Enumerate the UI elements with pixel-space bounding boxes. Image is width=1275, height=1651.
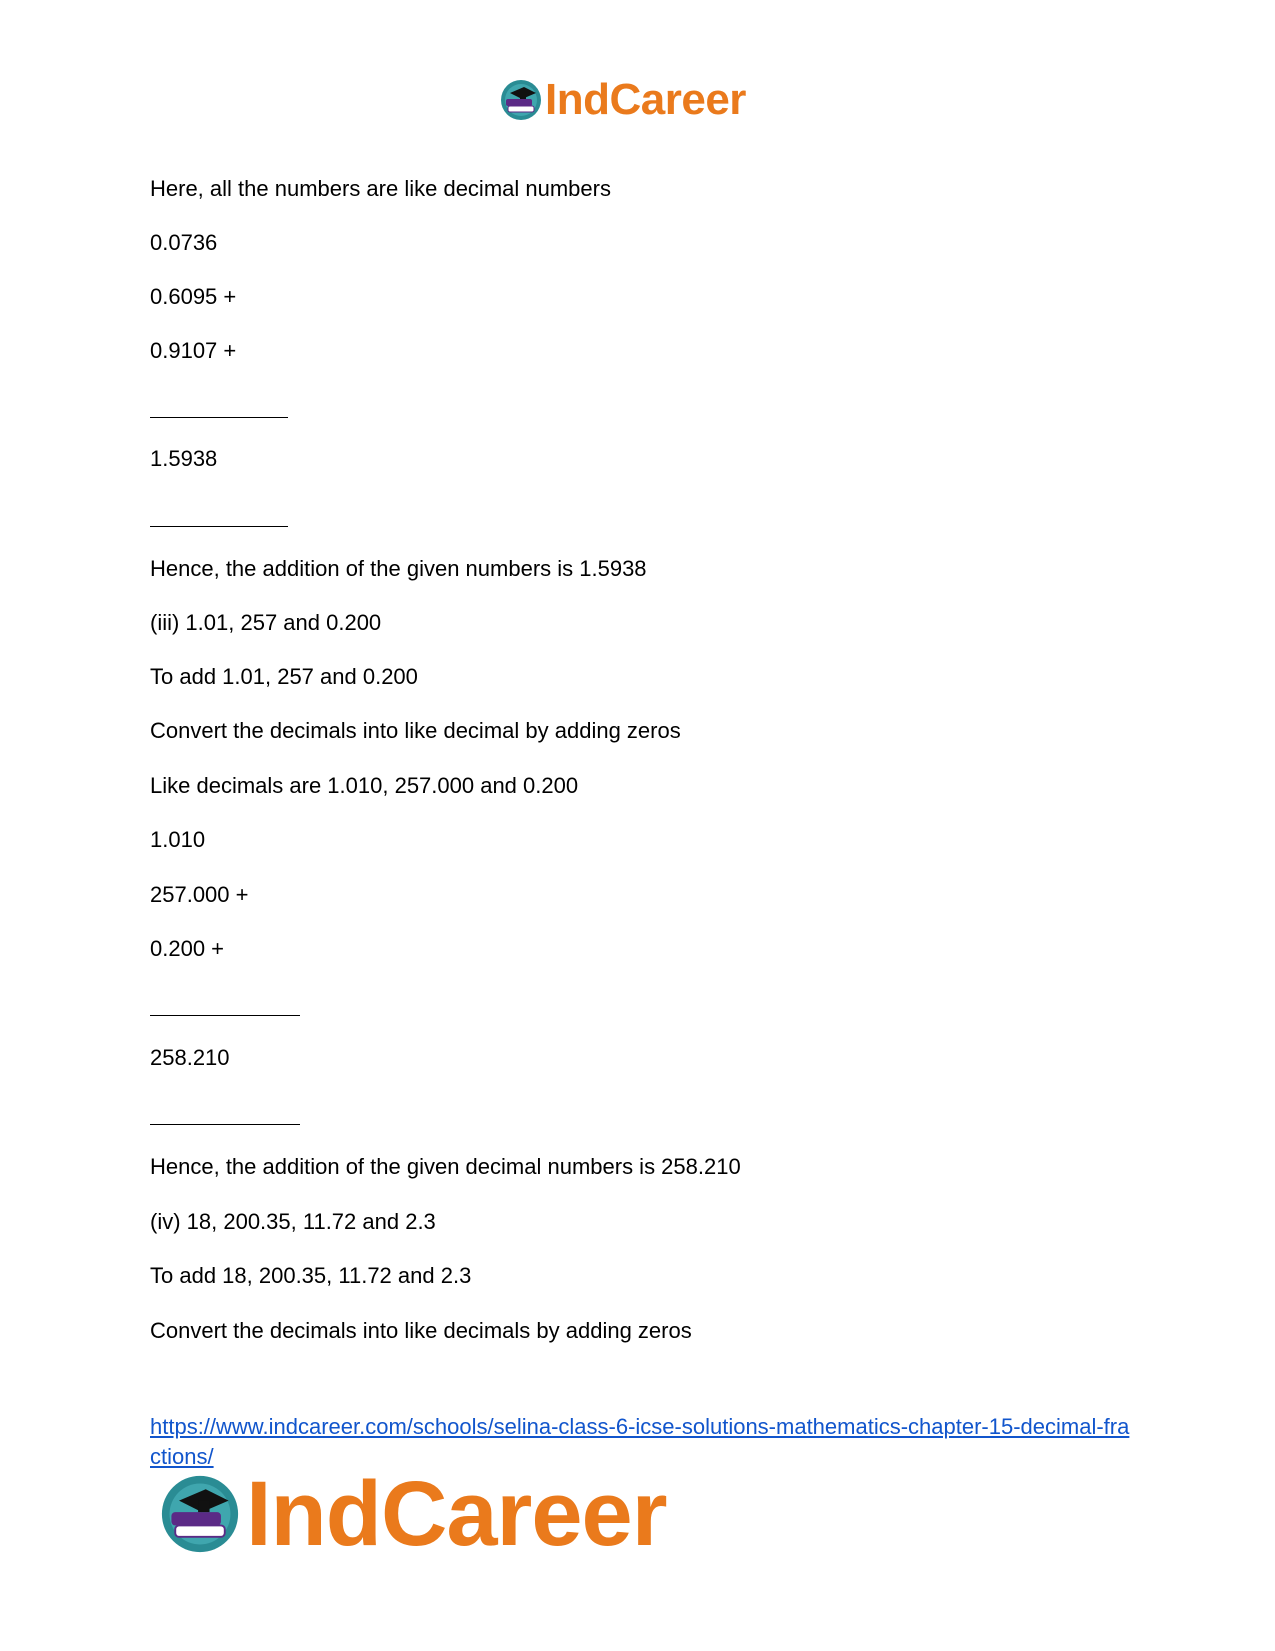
number-line: 0.9107 +: [150, 338, 237, 363]
result-line: 1.5938: [150, 446, 218, 471]
source-url-link[interactable]: https://www.indcareer.com/schools/selina-class-6-icse-solutions-mathematics-chapter-15-decimal-fractions/: [150, 1414, 1130, 1469]
number-line: 0.0736: [150, 230, 218, 255]
paragraph-line: To add 1.01, 257 and 0.200: [150, 664, 418, 689]
number-line: 0.200 +: [150, 936, 225, 961]
sum-rule: [150, 1015, 300, 1016]
number-line: 257.000 +: [150, 882, 249, 907]
sum-rule: [150, 1124, 300, 1125]
header-logo: [500, 75, 746, 124]
sum-rule: [150, 417, 288, 418]
paragraph-line: Here, all the numbers are like decimal numbers: [150, 176, 611, 201]
paragraph-line: Like decimals are 1.010, 257.000 and 0.200: [150, 773, 579, 798]
question-heading: (iv) 18, 200.35, 11.72 and 2.3: [150, 1209, 436, 1234]
question-heading: (iii) 1.01, 257 and 0.200: [150, 610, 382, 635]
paragraph-line: Convert the decimals into like decimals by adding zeros: [150, 1318, 692, 1343]
paragraph-line: To add 18, 200.35, 11.72 and 2.3: [150, 1263, 472, 1288]
paragraph-line: Hence, the addition of the given decimal numbers is 258.210: [150, 1154, 741, 1179]
paragraph-line: Hence, the addition of the given numbers is 1.5938: [150, 556, 647, 581]
number-line: 1.010: [150, 827, 206, 852]
result-line: 258.210: [150, 1045, 230, 1070]
number-line: 0.6095 +: [150, 284, 237, 309]
footer-logo: [160, 1463, 667, 1565]
logo-text: IndCareer: [545, 75, 746, 124]
globe-books-icon: [160, 1474, 240, 1554]
logo-text: IndCareer: [246, 1463, 667, 1565]
sum-rule: [150, 526, 288, 527]
paragraph-line: Convert the decimals into like decimal by adding zeros: [150, 718, 681, 743]
globe-books-icon: [500, 79, 542, 121]
